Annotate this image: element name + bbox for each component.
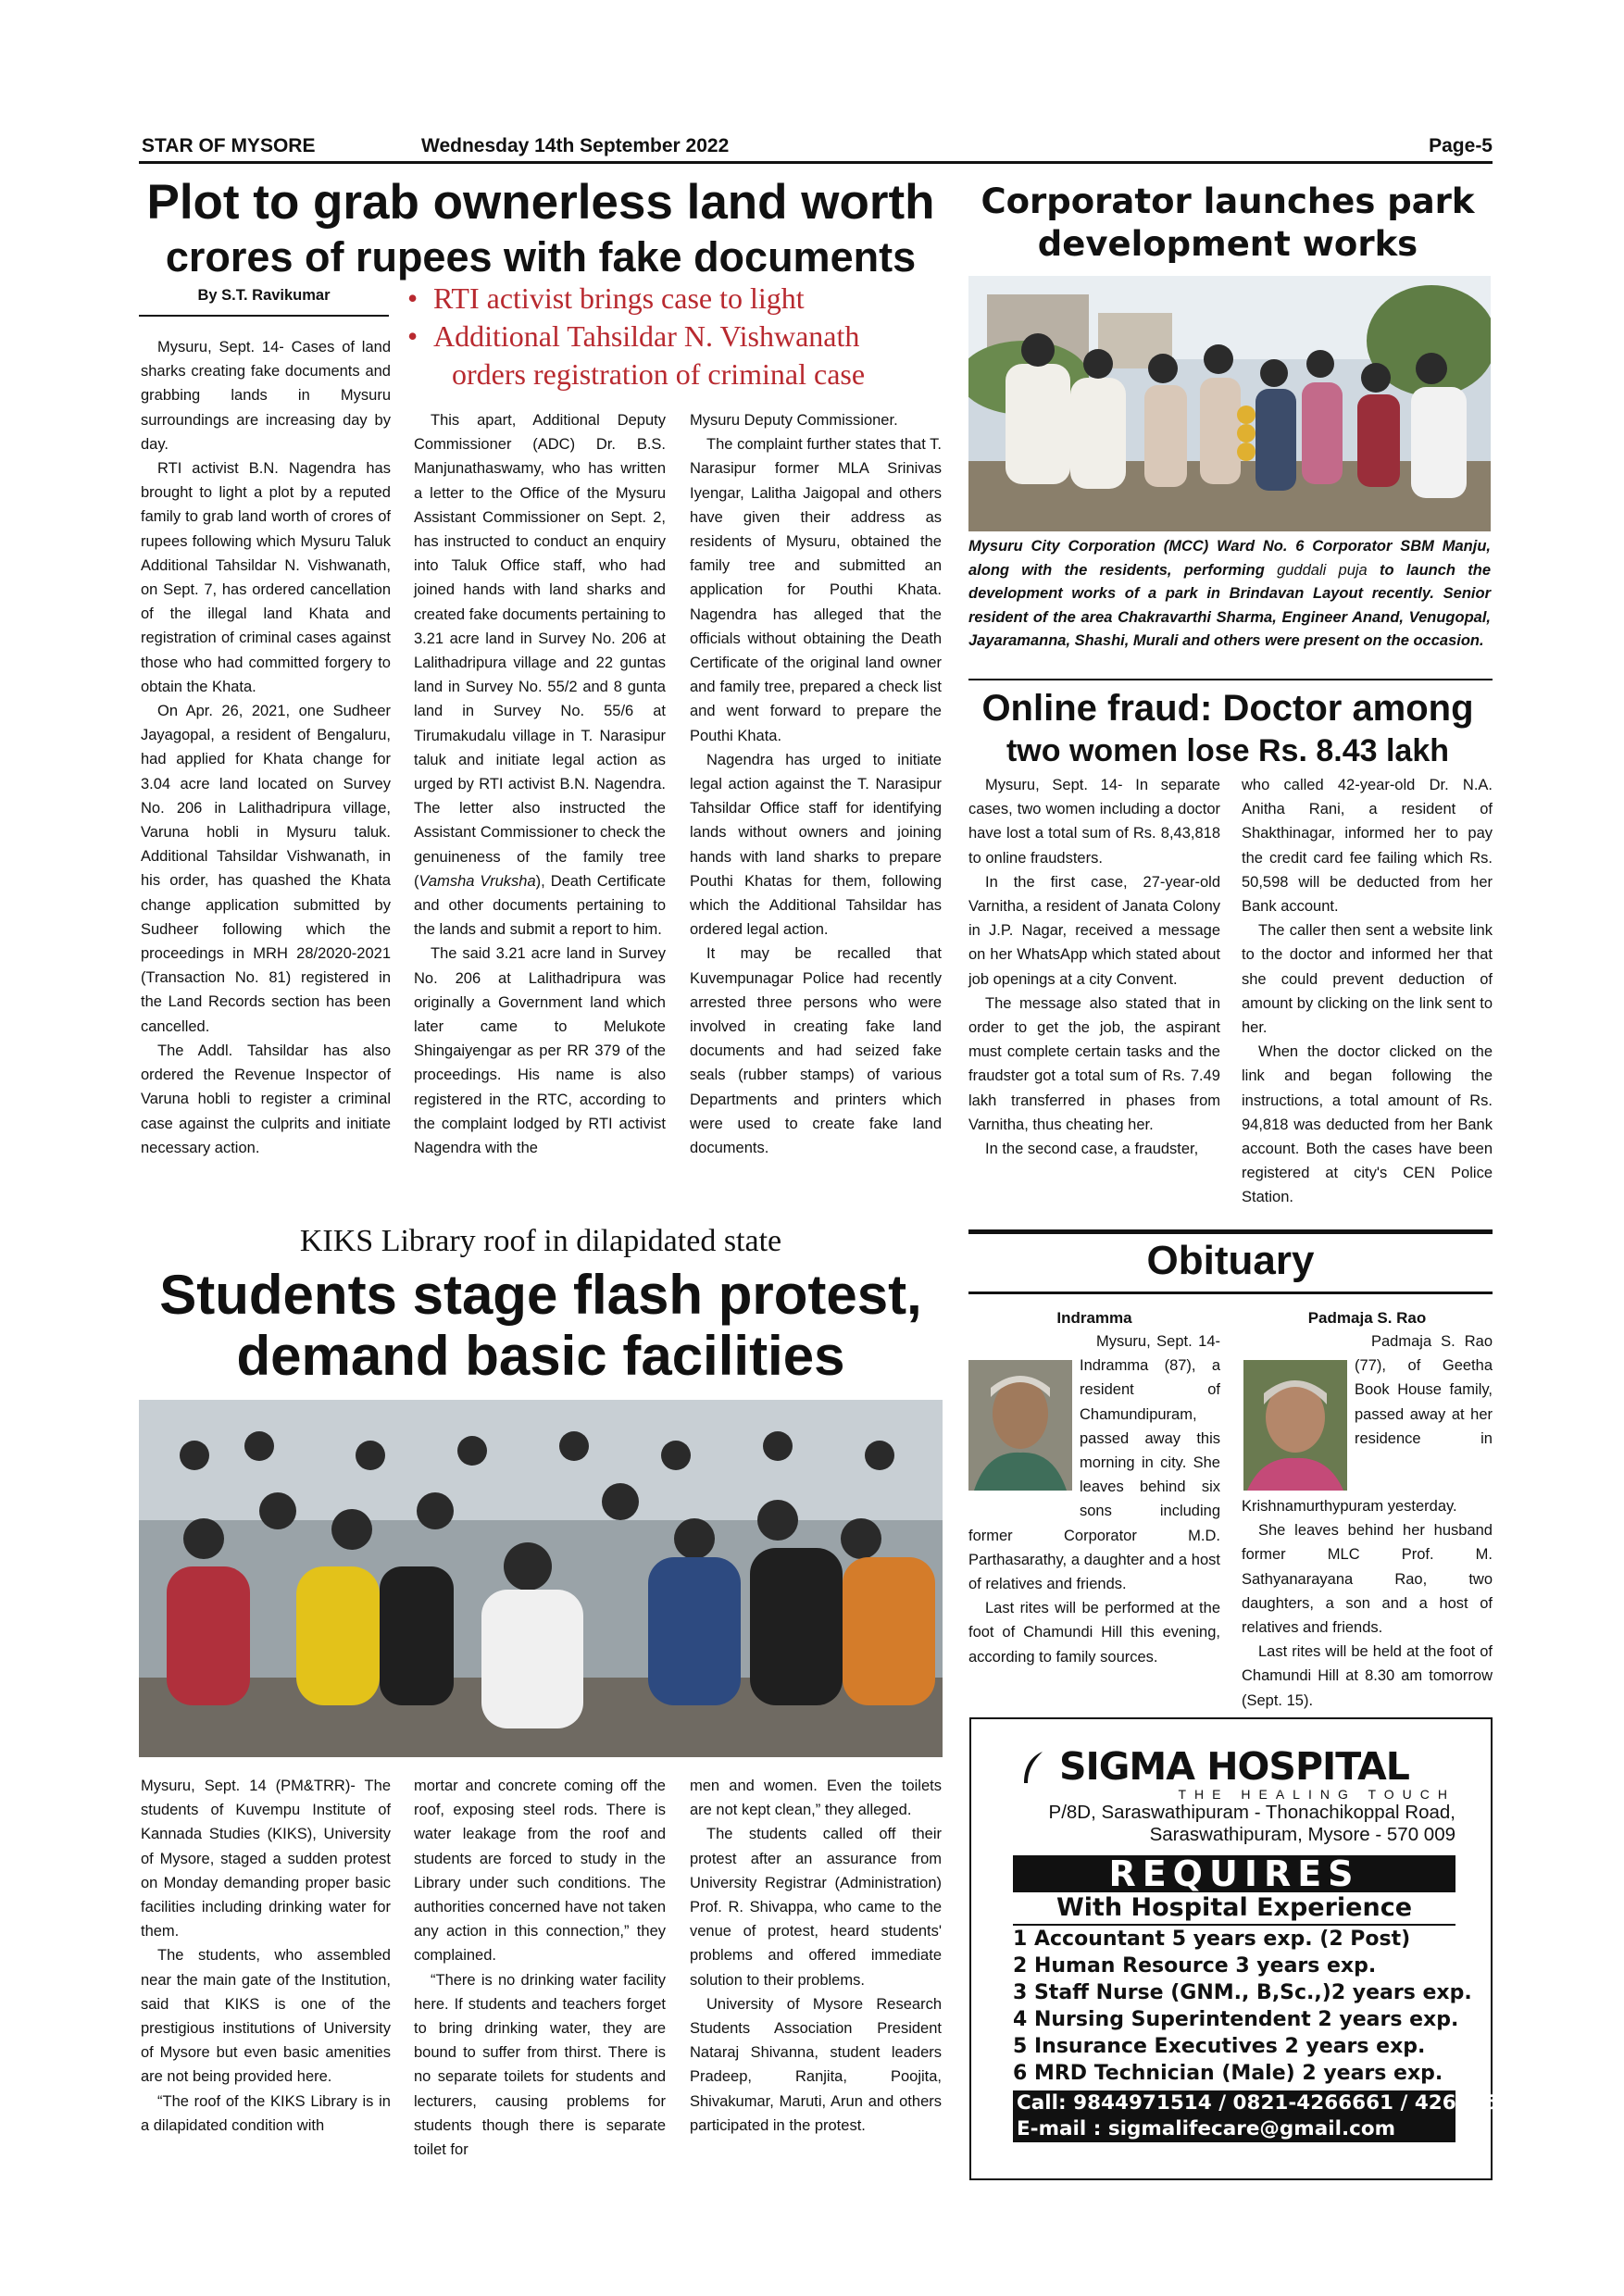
students-headline: Students stage flash protest, demand basic facilities xyxy=(159,1264,922,1387)
paragraph: On Apr. 26, 2021, one Sudheer Jayagopal, a resident of Bengaluru, had applied for Khata change for 3.04 acre land located on Survey No. 206 in Lalithadripura village, Varuna hobli in Mysuru taluk. Additional Tahsildar Vishwanath, in his order, has quashed the Khata change application submitted by Sudheer following which the proceedings in MRH 28/2020-2021 (Transaction No. 81) registered in the Land Records section has been cancelled. xyxy=(141,703,391,1035)
obituary-name-right: Padmaja S. Rao xyxy=(1307,1309,1427,1327)
paragraph: The students, who assembled near the main gate of the Institution, said that KIKS is one of the prestigious institutions of University of Mysore but even basic amenities are not being provided here. xyxy=(141,1947,391,2086)
paragraph: In the second case, a fraudster, xyxy=(985,1141,1199,1158)
deck-line-1: RTI activist brings case to light xyxy=(433,281,805,315)
feather-icon xyxy=(1020,1750,1046,1785)
ad-tagline: THE HEALING TOUCH xyxy=(1178,1787,1455,1802)
ad-job-item: 5 Insurance Executives 2 years exp. xyxy=(1013,2035,1426,2058)
paragraph: mortar and concrete coming off the roof, exposing steel rods. There is water leakage from the roof and students are forced to study in the Library under such conditions. The authorities concerned have not taken any action in this connection,” they complained. xyxy=(414,1778,666,1965)
obituary-right-text xyxy=(1242,1329,1493,1713)
paragraph: The students called off their protest after an assurance from University Registrar (Administration) Prof. R. Shivappa, who came to the venue of protest, heard students' problems and offered immediate solution to their problems. xyxy=(690,1826,942,1989)
paragraph: It may be recalled that Kuvempunagar Police had recently arrested three persons who were involved in creating fake land documents and had seized fake seals (rubber stamps) of various Departments and printers which were used to create fake land documents. xyxy=(690,945,942,1157)
page-number: Page-5 xyxy=(1429,135,1493,156)
fraud-column-1 xyxy=(968,773,1220,1161)
paragraph: “The roof of the KIKS Library is in a dilapidated condition with xyxy=(141,2092,391,2134)
masthead-rule xyxy=(139,161,1493,164)
deck-line-2: Additional Tahsildar N. Vishwanath xyxy=(433,319,860,353)
paragraph: Mysuru Deputy Commissioner. xyxy=(690,412,898,429)
park-rule xyxy=(968,679,1493,680)
paragraph: Last rites will be held at the foot of Chamundi Hill at 8.30 am tomorrow (Sept. 15). xyxy=(1242,1643,1493,1709)
paragraph: Mysuru, Sept. 14- In separate cases, two women including a doctor have lost a total sum of Rs. 8,43,818 to online fraudsters. xyxy=(968,777,1220,867)
paper-name: STAR OF MYSORE xyxy=(142,135,316,156)
byline-rule xyxy=(139,315,389,317)
obituary-title: Obituary xyxy=(1146,1238,1315,1283)
plot-column-3 xyxy=(690,408,942,1160)
masthead xyxy=(139,131,1493,161)
ad-job-item: 2 Human Resource 3 years exp. xyxy=(1013,1954,1377,1978)
park-photo xyxy=(968,276,1491,531)
obituary-top-rule xyxy=(968,1229,1493,1234)
paragraph: When the doctor clicked on the link and began following the instructions, a total amount of Rs. 94,818 was deducted from her Bank account. Both the cases have been registered at city's CEN Police Station. xyxy=(1242,1043,1493,1206)
fraud-column-2 xyxy=(1242,773,1493,1210)
students-column-2 xyxy=(414,1774,666,2162)
paragraph: men and women. Even the toilets are not kept clean,” they alleged. xyxy=(690,1778,942,1819)
ad-job-item: 6 MRD Technician (Male) 2 years exp. xyxy=(1013,2062,1443,2085)
paragraph: The said 3.21 acre land in Survey No. 206 at Lalithadripura was originally a Government land which later came to Melukote Shingaiyengar as per RR 379 of the proceedings. His name is also registered in the RTC, according to the complaint lodged by RTI activist Nagendra with the xyxy=(414,945,666,1157)
ad-job-item: 1 Accountant 5 years exp. (2 Post) xyxy=(1013,1928,1411,1951)
paragraph: Mysuru, Sept. 14 (PM&TRR)- The students of Kuvempu Institute of Kannada Studies (KIKS), University of Mysore, staged a sudden protest on Monday demanding proper basic facilities including drinking water for them. xyxy=(141,1778,391,1940)
paragraph: Mysuru, Sept. 14- Indramma (87), a resident of Chamundipuram, passed away this morning in city. She leaves behind six sons including former Corporator M.D. Parthasarathy, a daughter and a host of relatives and friends. xyxy=(968,1329,1220,1596)
paragraph: In the first case, 27-year-old Varnitha, a resident of Janata Colony in J.P. Nagar, received a message on her WhatsApp which stated about job openings at a city Convent. xyxy=(968,873,1220,988)
paragraph: RTI activist B.N. Nagendra has brought to light a plot by a reputed family to grab land worth of crores of rupees following which Mysuru Taluk Additional Tahsildar N. Vishwanath, on Sept. 7, has ordered cancellation of the illegal land Khata and registration of criminal cases against those who had committed forgery to obtain the Khata. xyxy=(141,460,391,695)
paragraph: The Addl. Tahsildar has also ordered the Revenue Inspector of Varuna hobli to register a criminal case against the culprits and initiate necessary action. xyxy=(141,1042,391,1156)
ad-job-item: 3 Staff Nurse (GNM., B,Sc.,)2 years exp. xyxy=(1013,1981,1472,2004)
paragraph: She leaves behind her husband former MLC Prof. M. Sathyanarayana Rao, two daughters, a son and a host of relatives and friends. xyxy=(1242,1522,1493,1637)
plot-deck: • RTI activist brings case to light • Additional Tahsildar N. Vishwanath orders registration of criminal case xyxy=(407,280,943,393)
ad-job-item: 4 Nursing Superintendent 2 years exp. xyxy=(1013,2008,1459,2031)
ad-phone: Call: 9844971514 / 0821-4266661 / 4266662 xyxy=(1013,2090,1455,2116)
ad-address-1: P/8D, Saraswathipuram - Thonachikoppal Road, xyxy=(1048,1802,1455,1823)
ad-requires: REQUIRES xyxy=(1013,1855,1455,1892)
photo-float-spacer xyxy=(1242,1329,1355,1494)
plot-column-1 xyxy=(141,335,391,1160)
byline: By S.T. Ravikumar xyxy=(197,287,331,304)
fraud-headline-2: two women lose Rs. 8.43 lakh xyxy=(1006,733,1450,768)
ad-experience: With Hospital Experience xyxy=(1056,1893,1413,1922)
paragraph: Padmaja S. Rao (77), of Geetha Book House family, passed away at her residence in Krishnamurthypuram yesterday. xyxy=(1242,1329,1493,1518)
students-protest-photo xyxy=(139,1400,943,1757)
sigma-hospital-ad xyxy=(969,1717,1512,2180)
students-column-3 xyxy=(690,1774,942,2138)
fraud-headline-1: Online fraud: Doctor among xyxy=(981,688,1474,729)
photo-float-spacer xyxy=(968,1329,1080,1502)
ad-address-2: Saraswathipuram, Mysore - 570 009 xyxy=(1149,1824,1455,1845)
paragraph: The complaint further states that T. Narasipur former MLA Srinivas Iyengar, Lalitha Jaigopal and others have given their address as residents of Mysuru, obtained the family tree and submitted an application for Pouthi Khata. Nagendra has alleged that the officials without obtaining the Death Certificate of the original land owner and family tree, prepared a check list and went forward to prepare the Pouthi Khata. xyxy=(690,436,942,744)
paragraph: “There is no drinking water facility here. If students and teachers forget to bring drinking water, they are bound to suffer from thirst. There is no separate toilets for students and lecturers, causing problems for students though there is separate toilet for xyxy=(414,1971,666,2159)
deck-line-3: orders registration of criminal case xyxy=(452,357,866,391)
paragraph: The message also stated that in order to get the job, the aspirant must complete certain tasks and the fraudster got a total sum of Rs. 7.49 lakh transferred in phases from Varnitha, thus cheating her. xyxy=(968,994,1220,1133)
issue-date: Wednesday 14th September 2022 xyxy=(421,135,730,156)
plot-headline-1: Plot to grab ownerless land worth xyxy=(146,175,935,230)
students-column-1 xyxy=(141,1774,391,2138)
plot-column-2 xyxy=(414,408,666,1160)
plot-headline-2: crores of rupees with fake documents xyxy=(165,233,917,281)
paragraph: Last rites will be performed at the foot of Chamundi Hill this evening, according to family sources. xyxy=(968,1600,1220,1666)
paragraph: The caller then sent a website link to the doctor and informed her that she could prevent deduction of amount by clicking on the link sent to her. xyxy=(1242,922,1493,1037)
obituary-title-rule xyxy=(968,1292,1493,1294)
paragraph: who called 42-year-old Dr. N.A. Anitha Rani, a resident of Shakthinagar, informed her to pay the credit card fee failing which Rs. 50,598 will be deducted from her Bank account. xyxy=(1242,777,1493,916)
paragraph: Nagendra has urged to initiate legal action against the T. Narasipur Tahsildar Office staff for identifying lands without owners and joining hands with land sharks to prepare Pouthi Khatas for them, following which the Additional Tahsildar has ordered legal action. xyxy=(690,751,942,939)
park-headline: Corporator launches park development works xyxy=(981,181,1475,264)
students-kicker: KIKS Library roof in dilapidated state xyxy=(299,1224,782,1258)
obituary-left-text xyxy=(968,1329,1220,1669)
park-caption: Mysuru City Corporation (MCC) Ward No. 6 Corporator SBM Manju, along with the residents, performing guddali puja to launch the development works of a park in Brindavan Layout recently. Senior resident of the area Chakravarthi Sharma, Engineer Anand, Venugopal, Jayaramanna, Shashi, Murali and others were present on the occasion. xyxy=(968,538,1491,649)
ad-logo: SIGMA HOSPITAL xyxy=(1013,1746,1455,1787)
obituary-name-left: Indramma xyxy=(1056,1309,1132,1327)
paragraph: Mysuru, Sept. 14- Cases of land sharks creating fake documents and grabbing lands in Mysuru surroundings are increasing day by day. xyxy=(141,339,391,453)
ad-email: E-mail : sigmalifecare@gmail.com xyxy=(1013,2116,1455,2142)
paragraph: University of Mysore Research Students Association President Nataraj Shivanna, student leaders Pradeep, Ranjita, Poojita, Shivakumar, Maruti, Arun and others participated in the protest. xyxy=(690,1995,942,2134)
paragraph: This apart, Additional Deputy Commissioner (ADC) Dr. B.S. Manjunathaswamy, who has written a letter to the Office of the Mysuru Assistant Commissioner on Sept. 2, has instructed to conduct an enquiry into Taluk Office staff, who had joined hands with land sharks and created fake documents pertaining to 3.21 acre land in Survey No. 206 at Lalithadripura village and 22 guntas land in Survey No. 55/2 and 8 gunta land in Survey No. 55/6 at Tirumakudalu village in T. Narasipur taluk and initiate legal action as urged by RTI activist B.N. Nagendra. The letter also instructed the Assistant Commissioner to check the genuineness of the family tree (Vamsha Vruksha), Death Certificate and other documents pertaining to the lands and submit a report to him. xyxy=(414,412,666,939)
